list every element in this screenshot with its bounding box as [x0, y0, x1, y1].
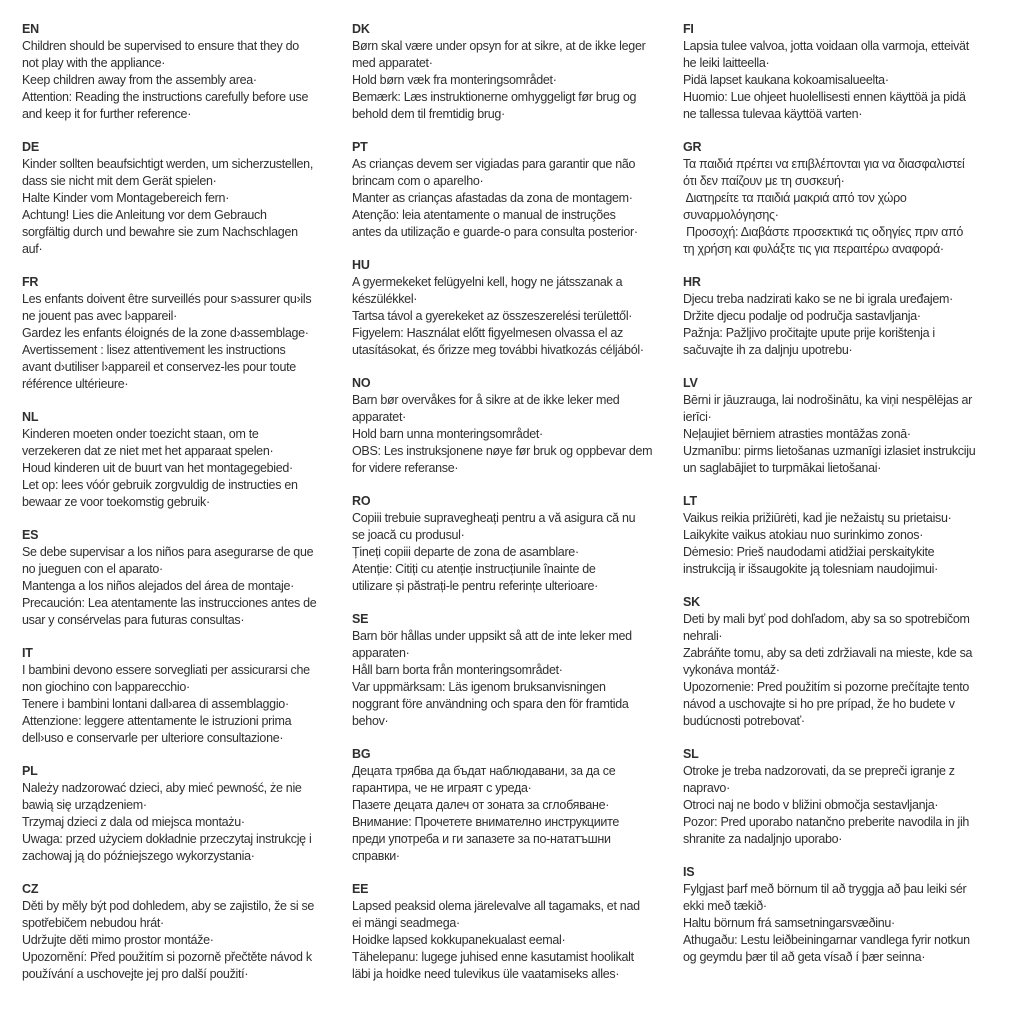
text-line: Bērni ir jāuzrauga, lai nodrošinātu, ka viņi nespēlējas ar — [683, 393, 973, 407]
text-line: Gardez les enfants éloignés de la zone d›assemblage· — [22, 326, 309, 340]
text-line: antes da utilização e guarde-o para consulta posterior· — [352, 225, 638, 239]
text-line: spotřebičem nebudou hrát· — [22, 916, 164, 930]
language-section-pl — [22, 763, 352, 865]
text-line: Pidä lapset kaukana kokoamisalueelta· — [683, 73, 889, 87]
text-line: brincam com o aparelho· — [352, 174, 484, 188]
language-code-hr: HR — [683, 275, 701, 289]
text-line: Let op: lees vóór gebruik zorgvuldig de instructies en — [22, 478, 298, 492]
text-line: läbi ja hoidke need tulevikus üle vaatamiseks alles· — [352, 967, 620, 981]
text-line: Figyelem: Használat előtt figyelmesen olvassa el az — [352, 326, 623, 340]
text-line: OBS: Les instruksjonene nøye før bruk og oppbevar dem — [352, 444, 653, 458]
language-section-fr — [22, 274, 352, 393]
text-line: med apparatet· — [352, 56, 433, 70]
text-line: Keep children away from the assembly area· — [22, 73, 257, 87]
language-code-cz: CZ — [22, 882, 39, 896]
text-line: un saglabājiet to turpmākai lietošanai· — [683, 461, 882, 475]
language-section-se — [352, 611, 682, 730]
text-line: for videre referanse· — [352, 461, 459, 475]
text-line: utasításokat, és őrizze meg további hivatkozás céljából· — [352, 343, 644, 357]
text-line: Precaución: Lea atentamente las instrucciones antes de — [22, 596, 317, 610]
text-line: vykonáva montáž· — [683, 663, 780, 677]
language-code-en: EN — [22, 22, 39, 36]
text-line: se joacă cu produsul· — [352, 528, 465, 542]
text-line: ekki með tækið· — [683, 899, 767, 913]
text-line: Børn skal være under opsyn for at sikre, at de ikke leger — [352, 39, 646, 53]
text-line: budúcnosti potrebovať· — [683, 714, 805, 728]
text-line: bewaar ze voor toekomstig gebruik· — [22, 495, 210, 509]
text-line: ne jouent pas avec l›appareil· — [22, 309, 177, 323]
text-line: Διατηρείτε τα παιδιά μακριά από τον χώρο — [683, 191, 907, 205]
language-code-lv: LV — [683, 376, 698, 390]
text-line: not play with the appliance· — [22, 56, 166, 70]
text-line: verzekeren dat ze niet met het apparaat spelen· — [22, 444, 274, 458]
language-code-sk: SK — [683, 595, 700, 609]
text-line: Manter as crianças afastadas da zona de montagem· — [352, 191, 633, 205]
language-section-fi — [683, 21, 1013, 123]
text-line: zachowaj ją do późniejszego wykorzystania· — [22, 849, 255, 863]
text-line: ότι δεν παίζουν με τη συσκευή· — [683, 174, 845, 188]
text-line: Athugaðu: Lestu leiðbeiningarnar vandlega fyrir notkun — [683, 933, 970, 947]
text-line: Децата трябва да бъдат наблюдавани, за да се — [352, 764, 616, 778]
text-line: készülékkel· — [352, 292, 418, 306]
text-line: Hoidke lapsed kokkupanekualast eemal· — [352, 933, 566, 947]
language-code-is: IS — [683, 865, 695, 879]
language-code-hu: HU — [352, 258, 370, 272]
language-section-en — [22, 21, 352, 123]
text-line: ierīci· — [683, 410, 712, 424]
text-line: sačuvajte ih za daljnju upotrebu· — [683, 343, 853, 357]
text-line: dell›uso e conservarle per ulteriore consultazione· — [22, 731, 284, 745]
instructions-column-1 — [22, 21, 352, 999]
text-line: návod a uschovajte si ho pre prípad, že ho budete v — [683, 697, 955, 711]
text-line: Внимание: Прочетете внимателно инструкциите — [352, 815, 620, 829]
text-line: non giochino con l›apparecchio· — [22, 680, 190, 694]
language-code-ee: EE — [352, 882, 369, 896]
text-line: no jueguen con el aparato· — [22, 562, 163, 576]
text-line: behov· — [352, 714, 389, 728]
text-line: Bemærk: Læs instruktionerne omhyggeligt før brug og — [352, 90, 637, 104]
text-line: Var uppmärksam: Läs igenom bruksanvisningen — [352, 680, 606, 694]
text-line: Copiii trebuie supravegheați pentru a vă asigura că nu — [352, 511, 636, 525]
language-section-sl — [683, 746, 1013, 848]
text-line: apparatet· — [352, 410, 406, 424]
text-line: Vaikus reikia prižiūrėti, kad jie nežaistų su prietaisu· — [683, 511, 952, 525]
text-line: Dėmesio: Prieš naudodami atidžiai perskaitykite — [683, 545, 935, 559]
language-code-lt: LT — [683, 494, 697, 508]
language-section-bg — [352, 746, 682, 865]
language-section-it — [22, 645, 352, 747]
language-section-gr — [683, 139, 1013, 258]
text-line: I bambini devono essere sorvegliati per assicurarsi che — [22, 663, 310, 677]
text-line: ei mängi seadmega· — [352, 916, 460, 930]
text-line: Halte Kinder vom Montagebereich fern· — [22, 191, 230, 205]
text-line: Houd kinderen uit de buurt van het montagegebied· — [22, 461, 293, 475]
language-code-nl: NL — [22, 410, 39, 424]
language-code-it: IT — [22, 646, 33, 660]
text-line: bawią się urządzeniem· — [22, 798, 147, 812]
text-line: Trzymaj dzieci z dala od miejsca montażu· — [22, 815, 245, 829]
language-section-cz — [22, 881, 352, 983]
language-section-lt — [683, 493, 1013, 578]
text-line: A gyermekeket felügyelni kell, hogy ne játsszanak a — [352, 275, 623, 289]
text-line: Tenere i bambini lontani dall›area di assemblaggio· — [22, 697, 289, 711]
text-line: συναρμολόγησης· — [683, 208, 779, 222]
text-line: Upozornenie: Pred použitím si pozorne prečítajte tento — [683, 680, 970, 694]
text-line: справки· — [352, 849, 400, 863]
text-line: Lapsia tulee valvoa, jotta voidaan olla varmoja, etteivät — [683, 39, 969, 53]
text-line: Fylgjast þarf með börnum til að tryggja að þau leiki sér — [683, 882, 967, 896]
language-section-no — [352, 375, 682, 477]
language-section-ee — [352, 881, 682, 983]
text-line: Hold barn unna monteringsområdet· — [352, 427, 543, 441]
language-code-fi: FI — [683, 22, 694, 36]
language-code-dk: DK — [352, 22, 370, 36]
text-line: преди употреба и ги запазете за по-нататъшни — [352, 832, 611, 846]
text-line: dass sie nicht mit dem Gerät spielen· — [22, 174, 217, 188]
text-line: As crianças devem ser vigiadas para garantir que não — [352, 157, 636, 171]
text-line: Kinder sollten beaufsichtigt werden, um sicherzustellen, — [22, 157, 314, 171]
text-line: Otroci naj ne bodo v bližini območja sestavljanja· — [683, 798, 939, 812]
language-code-se: SE — [352, 612, 369, 626]
text-line: Upozornění: Před použitím si pozorně přečtěte návod k — [22, 950, 312, 964]
language-section-hr — [683, 274, 1013, 359]
text-line: Należy nadzorować dzieci, aby mieć pewność, że nie — [22, 781, 302, 795]
text-line: Huomio: Lue ohjeet huolellisesti ennen käyttöä ja pidä — [683, 90, 966, 104]
language-section-sk — [683, 594, 1013, 730]
text-line: référence ultérieure· — [22, 377, 129, 391]
text-line: usar y consérvelas para futuras consultas· — [22, 613, 245, 627]
text-line: Les enfants doivent être surveillés pour s›assurer qu›ils — [22, 292, 312, 306]
text-line: Children should be supervised to ensure that they do — [22, 39, 299, 53]
language-section-nl — [22, 409, 352, 511]
text-line: Atenção: leia atentamente o manual de instruções — [352, 208, 616, 222]
text-line: Håll barn borta från monteringsområdet· — [352, 663, 563, 677]
text-line: Otroke je treba nadzorovati, da se prepreči igranje z — [683, 764, 955, 778]
text-line: Uzmanību: pirms lietošanas uzmanīgi izlasiet instrukciju — [683, 444, 976, 458]
language-section-de — [22, 139, 352, 258]
text-line: τη χρήση και φυλάξτε τις για περαιτέρω αναφορά· — [683, 242, 944, 256]
text-line: Pozor: Pred uporabo natančno preberite navodila in jih — [683, 815, 970, 829]
text-line: Haltu börnum frá samsetningarsvæðinu· — [683, 916, 895, 930]
text-line: Zabráňte tomu, aby sa deti zdržiavali na mieste, kde sa — [683, 646, 973, 660]
text-line: and keep it for further reference· — [22, 107, 192, 121]
language-code-es: ES — [22, 528, 39, 542]
language-code-pt: PT — [352, 140, 368, 154]
text-line: Pažnja: Pažljivo pročitajte upute prije korištenja i — [683, 326, 935, 340]
text-line: apparaten· — [352, 646, 410, 660]
language-section-ro — [352, 493, 682, 595]
language-code-pl: PL — [22, 764, 38, 778]
text-line: sorgfältig durch und bewahre sie zum Nachschlagen — [22, 225, 298, 239]
language-code-no: NO — [352, 376, 371, 390]
text-line: Držite djecu podalje od područja sastavljanja· — [683, 309, 921, 323]
language-section-hu — [352, 257, 682, 359]
text-line: noggrant före användning och spara den för framtida — [352, 697, 629, 711]
text-line: Lapsed peaksid olema järelevalve all tagamaks, et nad — [352, 899, 640, 913]
text-line: instrukciją ir išsaugokite ją tolesniam naudojimui· — [683, 562, 938, 576]
language-code-de: DE — [22, 140, 39, 154]
text-line: auf· — [22, 242, 43, 256]
language-code-fr: FR — [22, 275, 39, 289]
text-line: avant d›utiliser l›appareil et conservez-les pour toute — [22, 360, 296, 374]
text-line: Hold børn væk fra monteringsområdet· — [352, 73, 557, 87]
text-line: ne tallessa tulevaa käyttöä varten· — [683, 107, 863, 121]
text-line: utilizare și păstrați-le pentru referințe ulterioare· — [352, 579, 599, 593]
language-code-sl: SL — [683, 747, 699, 761]
language-section-dk — [352, 21, 682, 123]
text-line: Laikykite vaikus atokiau nuo surinkimo zonos· — [683, 528, 924, 542]
text-line: he leiki laitteella· — [683, 56, 770, 70]
text-line: Kinderen moeten onder toezicht staan, om te — [22, 427, 259, 441]
text-line: Mantenga a los niños alejados del área de montaje· — [22, 579, 294, 593]
text-line: Achtung! Lies die Anleitung vor dem Gebrauch — [22, 208, 267, 222]
language-section-es — [22, 527, 352, 629]
text-line: shranite za nadaljnjo uporabo· — [683, 832, 843, 846]
text-line: Děti by měly být pod dohledem, aby se zajistilo, že si se — [22, 899, 315, 913]
text-line: napravo· — [683, 781, 730, 795]
text-line: Пазете децата далеч от зоната за сглобяване· — [352, 798, 610, 812]
language-code-ro: RO — [352, 494, 371, 508]
text-line: behold dem til fremtidig brug· — [352, 107, 505, 121]
text-line: Se debe supervisar a los niños para asegurarse de que — [22, 545, 314, 559]
text-line: Attenzione: leggere attentamente le istruzioni prima — [22, 714, 292, 728]
text-line: Neļaujiet bērniem atrasties montāžas zonā· — [683, 427, 911, 441]
text-line: гарантира, че не играят с уреда· — [352, 781, 532, 795]
text-line: Deti by mali byť pod dohľadom, aby sa so spotrebičom — [683, 612, 970, 626]
language-section-lv — [683, 375, 1013, 477]
instructions-column-2 — [352, 21, 682, 999]
text-line: Τα παιδιά πρέπει να επιβλέπονται για να διασφαλιστεί — [683, 157, 965, 171]
text-line: Tähelepanu: lugege juhised enne kasutamist hoolikalt — [352, 950, 634, 964]
text-line: používání a uschovejte jej pro další použití· — [22, 967, 249, 981]
text-line: Udržujte děti mimo prostor montáže· — [22, 933, 214, 947]
text-line: Uwaga: przed użyciem dokładnie przeczytaj instrukcję i — [22, 832, 312, 846]
language-code-gr: GR — [683, 140, 702, 154]
language-section-is — [683, 864, 1013, 966]
text-line: Barn bör hållas under uppsikt så att de inte leker med — [352, 629, 632, 643]
text-line: Attention: Reading the instructions carefully before use — [22, 90, 309, 104]
text-line: Barn bør overvåkes for å sikre at de ikke leker med — [352, 393, 620, 407]
instructions-column-3 — [683, 21, 1013, 982]
text-line: og geymdu þær til að geta vísað í þær seinna· — [683, 950, 926, 964]
text-line: Țineți copiii departe de zona de asamblare· — [352, 545, 579, 559]
text-line: Tartsa távol a gyerekeket az összeszerelési területtől· — [352, 309, 633, 323]
text-line: Djecu treba nadzirati kako se ne bi igrala uređajem· — [683, 292, 953, 306]
text-line: Avertissement : lisez attentivement les instructions — [22, 343, 286, 357]
text-line: nehrali· — [683, 629, 723, 643]
language-code-bg: BG — [352, 747, 371, 761]
text-line: Atenție: Citiți cu atenție instrucțiunile înainte de — [352, 562, 596, 576]
text-line: Προσοχή: Διαβάστε προσεκτικά τις οδηγίες πριν από — [683, 225, 964, 239]
language-section-pt — [352, 139, 682, 241]
